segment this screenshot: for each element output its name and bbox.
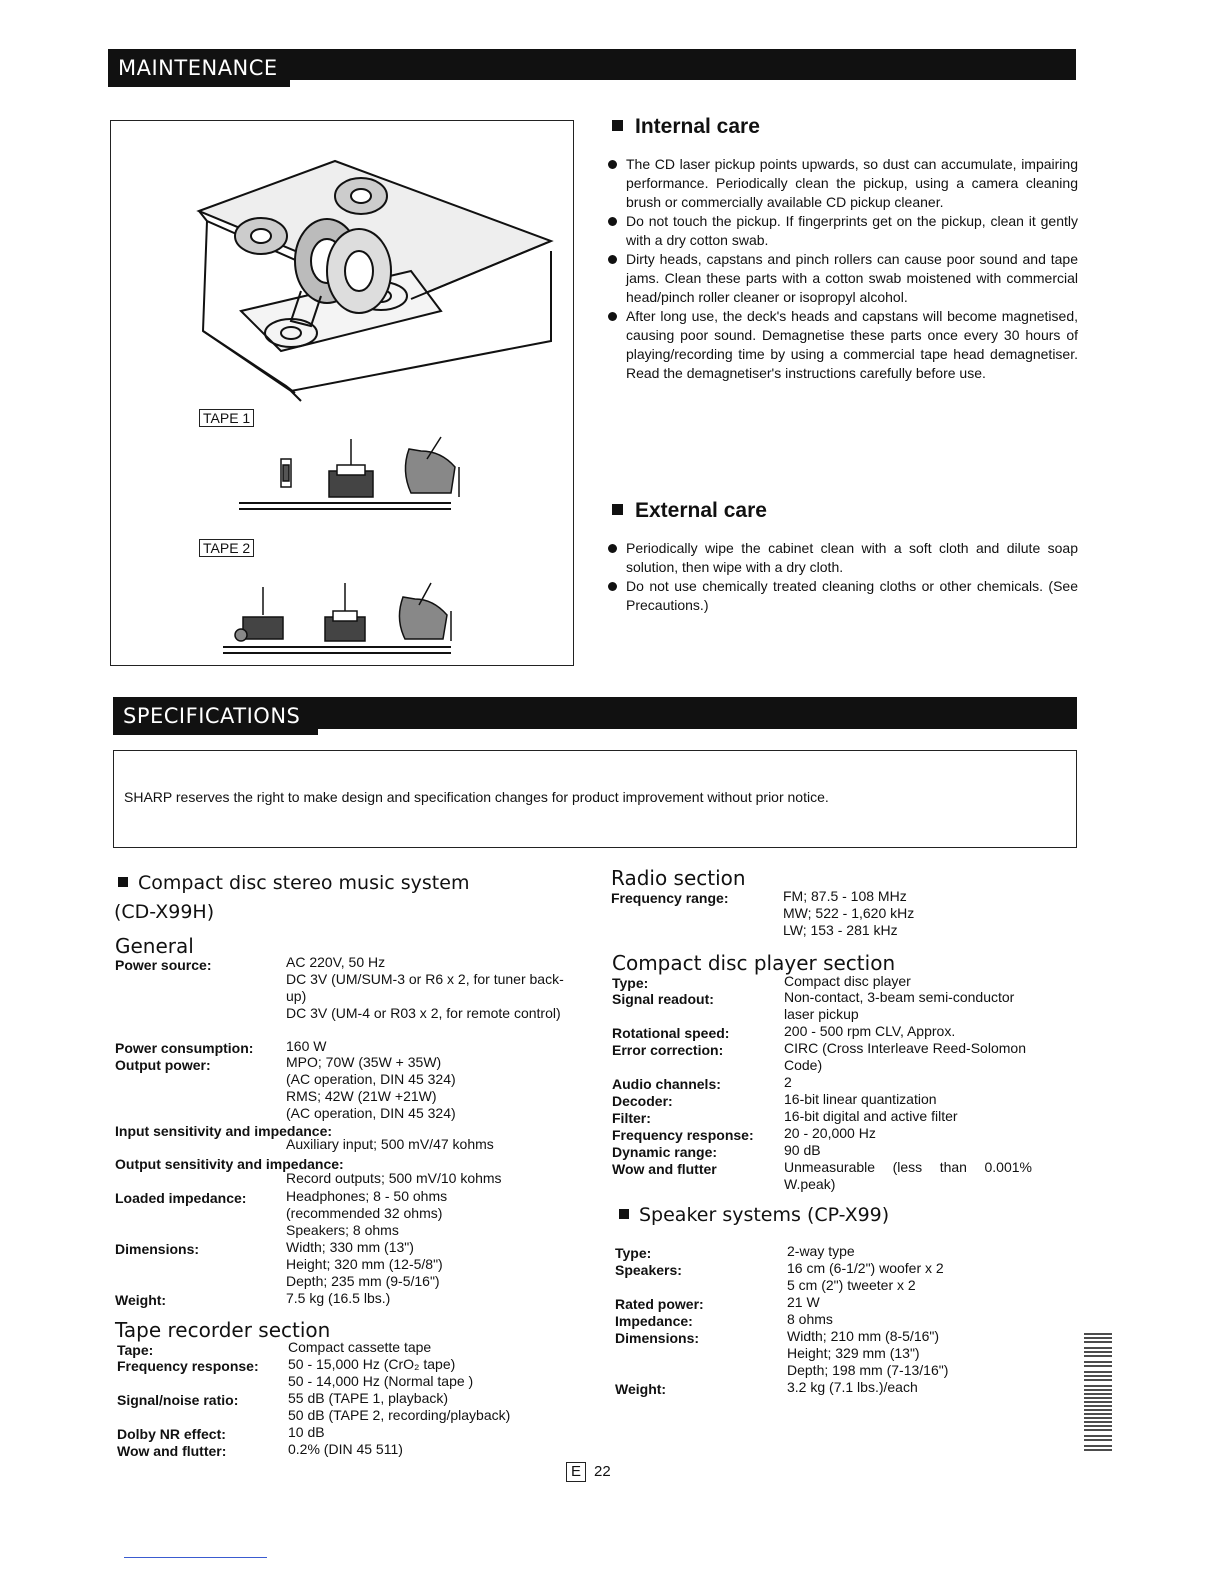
output-power-label: Output power: bbox=[115, 1057, 211, 1073]
speaker-impedance-label: Impedance: bbox=[615, 1313, 693, 1329]
cd-decoder: 16-bit linear quantization bbox=[784, 1091, 937, 1107]
input-sensitivity: Auxiliary input; 500 mV/47 kohms bbox=[286, 1136, 494, 1152]
barcode-mark bbox=[1084, 1332, 1112, 1452]
list-item: Do not use chemically treated cleaning cloths or other chemicals. (See Precautions.) bbox=[606, 577, 1078, 615]
speaker-dimensions-3: Depth; 198 mm (7-13/16") bbox=[787, 1362, 949, 1378]
square-bullet-icon bbox=[612, 120, 623, 131]
cd-readout-1: Non-contact, 3-beam semi-conductor bbox=[784, 989, 1015, 1005]
power-source-1: AC 220V, 50 Hz bbox=[286, 954, 386, 970]
loaded-impedance-label: Loaded impedance: bbox=[115, 1190, 247, 1206]
radio-mw: MW; 522 - 1,620 kHz bbox=[783, 905, 915, 921]
output-power-2: (AC operation, DIN 45 324) bbox=[286, 1071, 456, 1087]
cd-wow-1: Unmeasurable (less than 0.001% bbox=[784, 1159, 1032, 1175]
power-consumption: 160 W bbox=[286, 1038, 327, 1054]
tape-label: Tape: bbox=[117, 1342, 154, 1358]
notice-box bbox=[113, 750, 1077, 848]
tape-frequency-label: Frequency response: bbox=[117, 1358, 259, 1374]
cd-filter-label: Filter: bbox=[612, 1110, 651, 1126]
loaded-impedance-1: Headphones; 8 - 50 ohms bbox=[286, 1188, 448, 1204]
general-heading: General bbox=[115, 934, 194, 958]
list-item: Periodically wipe the cabinet clean with a soft cloth and dilute soap solution, then wipe with a dry cloth. bbox=[606, 539, 1078, 577]
power-source-label: Power source: bbox=[115, 957, 212, 973]
tape1-label: TAPE 1 bbox=[199, 409, 254, 427]
loaded-impedance-3: Speakers; 8 ohms bbox=[286, 1222, 399, 1238]
weight: 7.5 kg (16.5 lbs.) bbox=[286, 1290, 391, 1306]
signal-noise-2: 50 dB (TAPE 2, recording/playback) bbox=[288, 1407, 511, 1423]
cd-speed: 200 - 500 rpm CLV, Approx. bbox=[784, 1023, 956, 1039]
cd-decoder-label: Decoder: bbox=[612, 1093, 673, 1109]
footer-rule bbox=[124, 1557, 267, 1558]
cd-channels: 2 bbox=[784, 1074, 792, 1090]
list-item: The CD laser pickup points upwards, so dust can accumulate, impairing performance. Periodically clean the pickup, using a camera cleaning brush or commercially available CD pickup cleaner. bbox=[606, 155, 1078, 212]
speaker-dimensions-1: Width; 210 mm (8-5/16") bbox=[787, 1328, 940, 1344]
cd-readout-2: laser pickup bbox=[784, 1006, 859, 1022]
page-number: 22 bbox=[594, 1463, 611, 1480]
radio-frequency-label: Frequency range: bbox=[611, 890, 729, 906]
external-care-heading: External care bbox=[612, 499, 767, 523]
speaker-heading: Speaker systems (CP-X99) bbox=[619, 1204, 889, 1226]
banner-tab bbox=[290, 80, 1076, 87]
output-power-3: RMS; 42W (21W +21W) bbox=[286, 1088, 437, 1104]
cd-filter: 16-bit digital and active filter bbox=[784, 1108, 958, 1124]
tape-wow-value: 0.2% (DIN 45 511) bbox=[288, 1441, 403, 1457]
speaker-dimensions-label: Dimensions: bbox=[615, 1330, 700, 1346]
square-bullet-icon bbox=[619, 1209, 629, 1219]
radio-lw: LW; 153 - 281 kHz bbox=[783, 922, 898, 938]
dimensions-2: Height; 320 mm (12-5/8") bbox=[286, 1256, 443, 1272]
specifications-title: SPECIFICATIONS bbox=[123, 704, 301, 728]
cd-type: Compact disc player bbox=[784, 973, 911, 989]
dimensions-1: Width; 330 mm (13") bbox=[286, 1239, 414, 1255]
notice-text: SHARP reserves the right to make design and specification changes for product improvement without prior notice. bbox=[124, 789, 829, 805]
maintenance-title: MAINTENANCE bbox=[118, 56, 278, 80]
language-badge: E bbox=[566, 1462, 586, 1482]
dolby-label: Dolby NR effect: bbox=[117, 1426, 226, 1442]
output-sensitivity: Record outputs; 500 mV/10 kohms bbox=[286, 1170, 502, 1186]
page-footer bbox=[566, 1462, 611, 1482]
speaker-dimensions-2: Height; 329 mm (13") bbox=[787, 1345, 920, 1361]
cd-type-label: Type: bbox=[612, 975, 649, 991]
radio-heading: Radio section bbox=[611, 866, 746, 890]
list-item: After long use, the deck's heads and capstans will become magnetised, causing poor sound. Demagnetise these parts once every 30 hours of playing/recording time by using a commercial tape head demagnetiser. Read the demagnetiser's instructions carefully before use. bbox=[606, 307, 1078, 383]
tape-wow-label: Wow and flutter: bbox=[117, 1443, 227, 1459]
cd-error-label: Error correction: bbox=[612, 1042, 724, 1058]
cd-heading: Compact disc player section bbox=[612, 951, 896, 975]
cd-dynamic-label: Dynamic range: bbox=[612, 1144, 718, 1160]
cd-error-1: CIRC (Cross Interleave Reed-Solomon bbox=[784, 1040, 1026, 1056]
tape-value: Compact cassette tape bbox=[288, 1339, 432, 1355]
speakers-2: 5 cm (2") tweeter x 2 bbox=[787, 1277, 916, 1293]
cd-error-2: Code) bbox=[784, 1057, 823, 1073]
loaded-impedance-2: (recommended 32 ohms) bbox=[286, 1205, 443, 1221]
power-consumption-label: Power consumption: bbox=[115, 1040, 254, 1056]
tape-frequency-2: 50 - 14,000 Hz (Normal tape ) bbox=[288, 1373, 474, 1389]
tape-deck-illustration bbox=[111, 121, 573, 665]
banner-tab bbox=[318, 729, 1077, 735]
signal-noise-label: Signal/noise ratio: bbox=[117, 1392, 239, 1408]
dimensions-label: Dimensions: bbox=[115, 1241, 200, 1257]
radio-fm: FM; 87.5 - 108 MHz bbox=[783, 888, 907, 904]
cd-frequency: 20 - 20,000 Hz bbox=[784, 1125, 876, 1141]
list-item: Dirty heads, capstans and pinch rollers can cause poor sound and tape jams. Clean these parts with a cotton swab moistened with commercial head/pinch roller cleaner or isopropyl alcohol. bbox=[606, 250, 1078, 307]
cd-readout-label: Signal readout: bbox=[612, 991, 714, 1007]
cd-wow-label: Wow and flutter bbox=[612, 1161, 717, 1177]
cd-channels-label: Audio channels: bbox=[612, 1076, 721, 1092]
speaker-type-label: Type: bbox=[615, 1245, 652, 1261]
cd-dynamic: 90 dB bbox=[784, 1142, 821, 1158]
system-model: (CD-X99H) bbox=[114, 901, 215, 923]
internal-care-list bbox=[606, 155, 1078, 383]
signal-noise-1: 55 dB (TAPE 1, playback) bbox=[288, 1390, 449, 1406]
rated-power-label: Rated power: bbox=[615, 1296, 704, 1312]
speaker-impedance: 8 ohms bbox=[787, 1311, 833, 1327]
weight-label: Weight: bbox=[115, 1292, 167, 1308]
speaker-type: 2-way type bbox=[787, 1243, 855, 1259]
rated-power: 21 W bbox=[787, 1294, 820, 1310]
power-source-2: DC 3V (UM/SUM-3 or R6 x 2, for tuner back-up) bbox=[286, 971, 564, 1004]
tape-section-heading: Tape recorder section bbox=[115, 1318, 331, 1342]
tape2-label: TAPE 2 bbox=[199, 539, 254, 557]
external-care-list bbox=[606, 539, 1078, 615]
cd-speed-label: Rotational speed: bbox=[612, 1025, 730, 1041]
square-bullet-icon bbox=[118, 877, 128, 887]
list-item: Do not touch the pickup. If fingerprints get on the pickup, clean it gently with a dry cotton swab. bbox=[606, 212, 1078, 250]
cd-frequency-label: Frequency response: bbox=[612, 1127, 754, 1143]
input-sensitivity-label: Input sensitivity and impedance: bbox=[115, 1123, 333, 1139]
tape-frequency-1: 50 - 15,000 Hz (CrO₂ tape) bbox=[288, 1356, 456, 1372]
square-bullet-icon bbox=[612, 504, 623, 515]
speakers-1: 16 cm (6-1/2") woofer x 2 bbox=[787, 1260, 944, 1276]
power-source-3: DC 3V (UM-4 or R03 x 2, for remote control) bbox=[286, 1005, 561, 1021]
speaker-weight-label: Weight: bbox=[615, 1381, 667, 1397]
output-power-4: (AC operation, DIN 45 324) bbox=[286, 1105, 456, 1121]
dimensions-3: Depth; 235 mm (9-5/16") bbox=[286, 1273, 440, 1289]
speaker-weight: 3.2 kg (7.1 lbs.)/each bbox=[787, 1379, 918, 1395]
tape-deck-figure bbox=[110, 120, 574, 666]
system-heading: Compact disc stereo music system bbox=[118, 872, 469, 894]
output-sensitivity-label: Output sensitivity and impedance: bbox=[115, 1156, 344, 1172]
internal-care-heading: Internal care bbox=[612, 115, 760, 139]
speakers-label: Speakers: bbox=[615, 1262, 682, 1278]
dolby-value: 10 dB bbox=[288, 1424, 325, 1440]
cd-wow-2: W.peak) bbox=[784, 1176, 836, 1192]
output-power-1: MPO; 70W (35W + 35W) bbox=[286, 1054, 442, 1070]
